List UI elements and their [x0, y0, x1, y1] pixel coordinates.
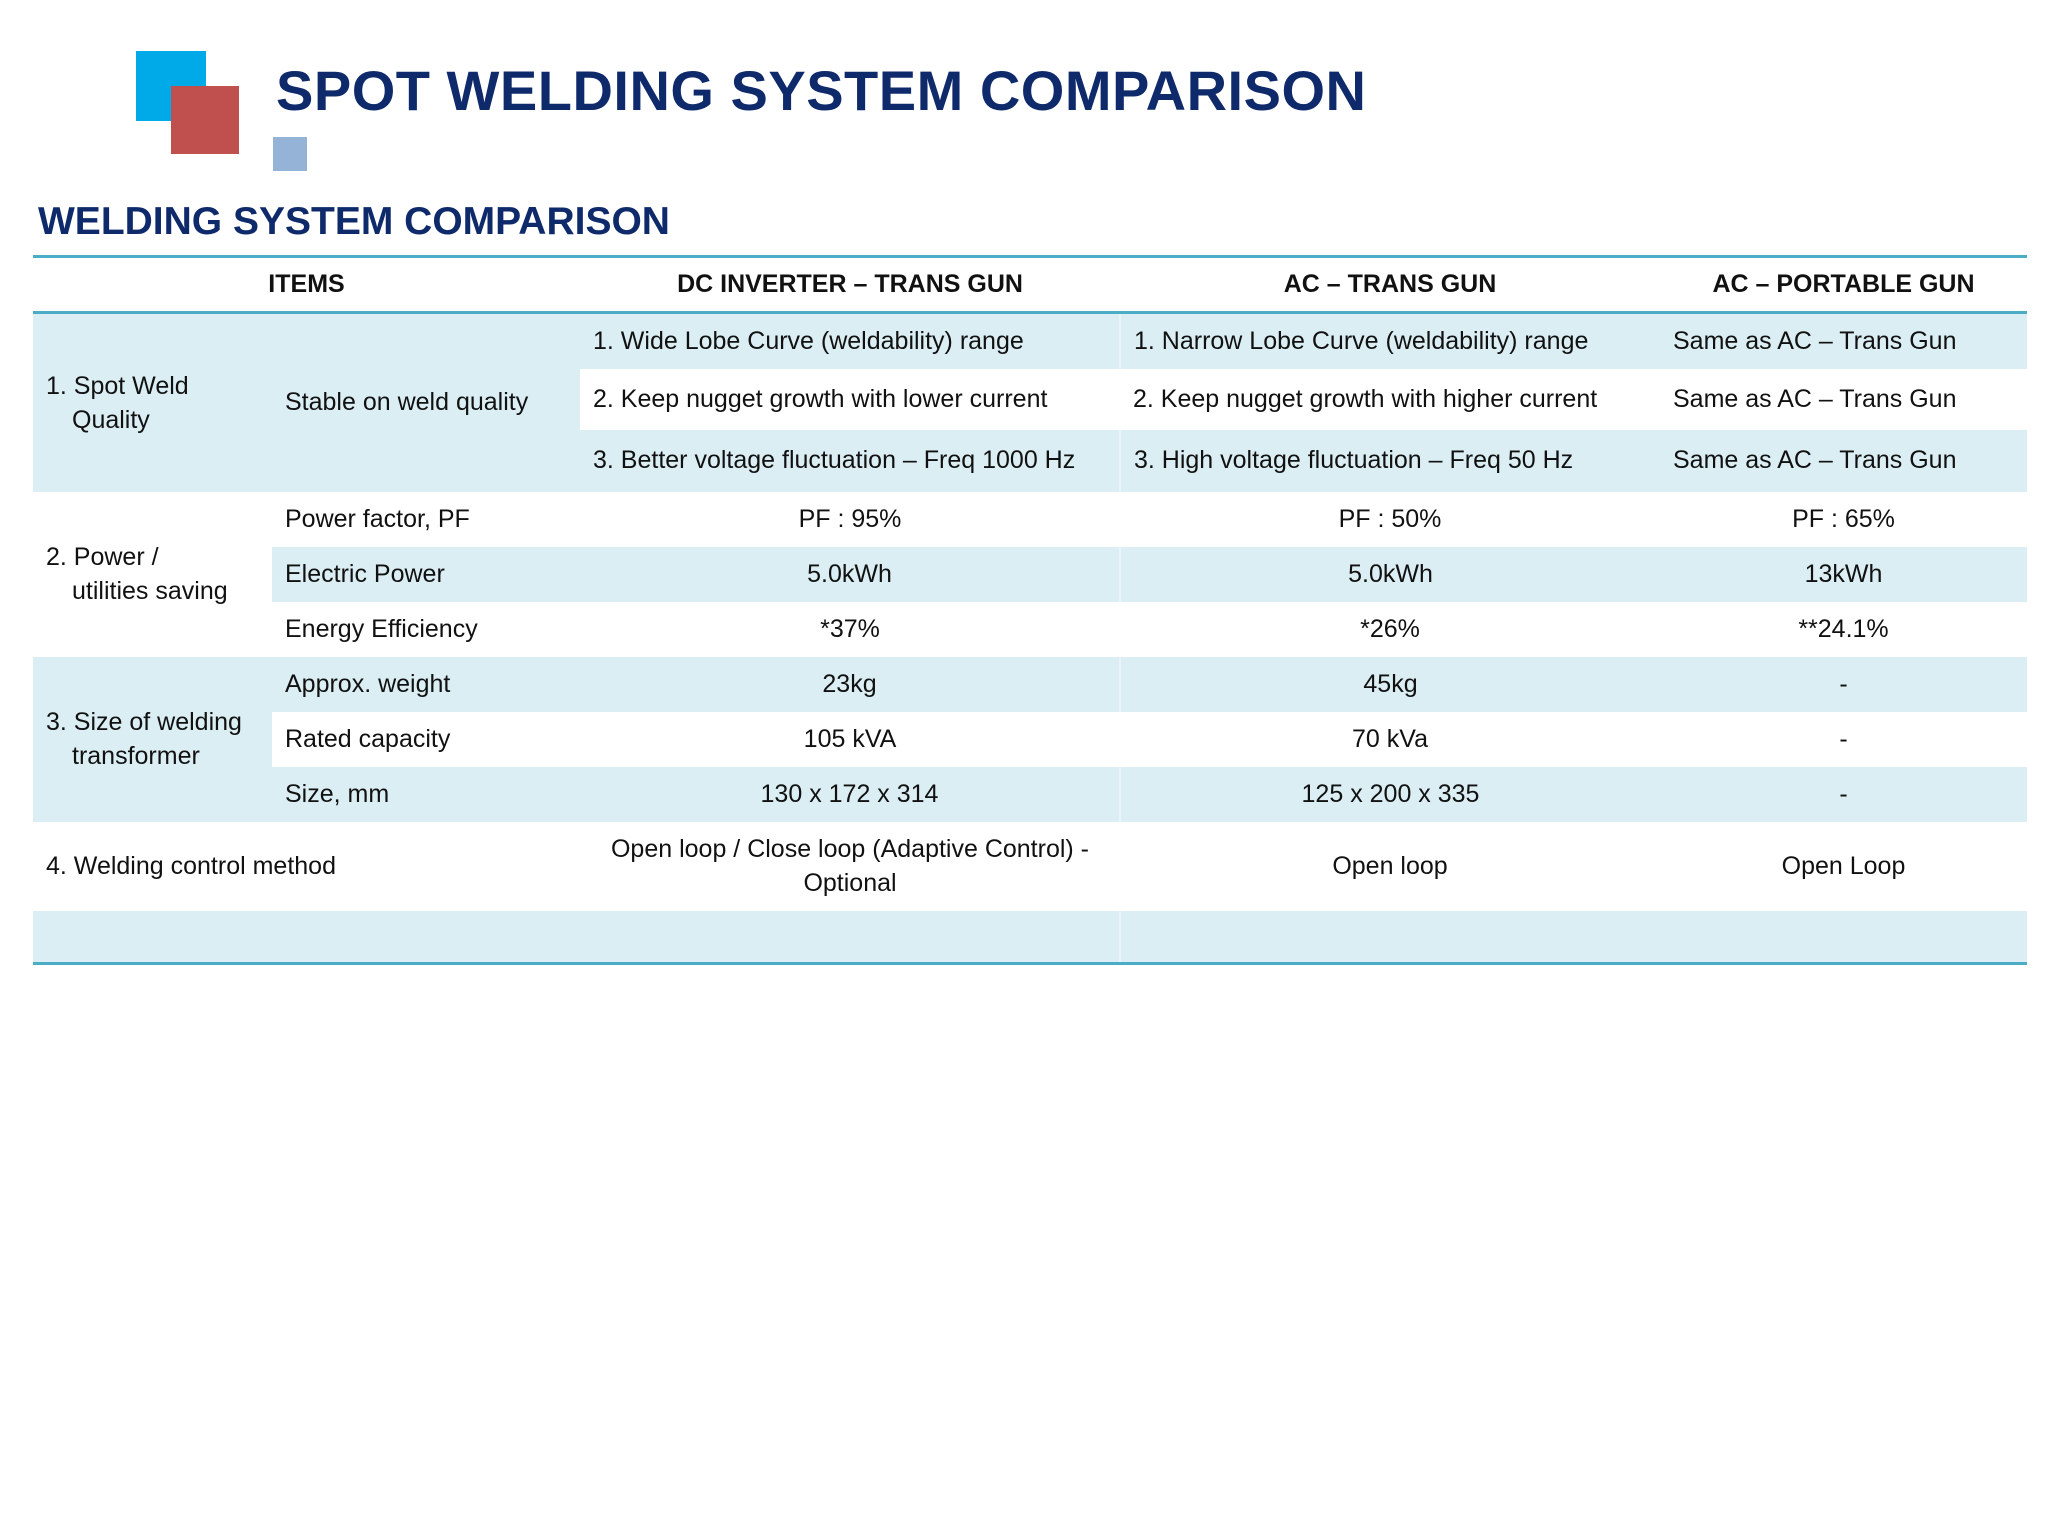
- cell-dc: 1. Wide Lobe Curve (weldability) range: [580, 313, 1120, 369]
- cell-dc: 3. Better voltage fluctuation – Freq 1000 Hz: [580, 430, 1120, 492]
- cell-portable: PF : 65%: [1660, 492, 2027, 547]
- group-label-power-saving: 2. Power / utilities saving: [33, 492, 272, 657]
- cell-portable: -: [1660, 767, 2027, 822]
- sub-label: Electric Power: [272, 547, 580, 602]
- table-header-row: [33, 257, 2027, 313]
- sub-label: Power factor, PF: [272, 492, 580, 547]
- group-label-transformer-size: 3. Size of welding transformer: [33, 657, 272, 822]
- table-row: [33, 822, 2027, 911]
- sub-label: Approx. weight: [272, 657, 580, 712]
- header-items: ITEMS: [33, 257, 580, 313]
- cell-ac: *26%: [1120, 602, 1660, 657]
- cell-ac: 45kg: [1120, 657, 1660, 712]
- cell-dc: Open loop / Close loop (Adaptive Control) - Optional: [580, 822, 1120, 911]
- group-label-spot-weld-quality: 1. Spot Weld Quality: [33, 313, 272, 492]
- cell-portable: -: [1660, 657, 2027, 712]
- cell-dc: PF : 95%: [580, 492, 1120, 547]
- page-title: SPOT WELDING SYSTEM COMPARISON: [276, 59, 1367, 122]
- cell-dc: 5.0kWh: [580, 547, 1120, 602]
- table-row: [33, 492, 2027, 547]
- cell-ac: 3. High voltage fluctuation – Freq 50 Hz: [1120, 430, 1660, 492]
- cell-portable: Same as AC – Trans Gun: [1660, 313, 2027, 369]
- section-title: WELDING SYSTEM COMPARISON: [38, 200, 670, 243]
- cell-ac: Open loop: [1120, 822, 1660, 911]
- sub-label: Energy Efficiency: [272, 602, 580, 657]
- table-row: [33, 602, 2027, 657]
- cell-ac: 125 x 200 x 335: [1120, 767, 1660, 822]
- cell-ac: PF : 50%: [1120, 492, 1660, 547]
- table-row: [33, 547, 2027, 602]
- control-method-label: 4. Welding control method: [33, 822, 580, 911]
- cell-ac: 5.0kWh: [1120, 547, 1660, 602]
- cell-portable: Same as AC – Trans Gun: [1660, 369, 2027, 430]
- table-row: [33, 657, 2027, 712]
- cell-ac: 2. Keep nugget growth with higher current: [1120, 369, 1660, 430]
- cell-dc: *37%: [580, 602, 1120, 657]
- sub-label: Rated capacity: [272, 712, 580, 767]
- sub-label: Size, mm: [272, 767, 580, 822]
- table-row: [33, 767, 2027, 822]
- comparison-table: [33, 255, 2027, 965]
- logo-light-square: [273, 137, 307, 171]
- logo-red-square: [171, 86, 239, 154]
- cell-portable: **24.1%: [1660, 602, 2027, 657]
- cell-dc: 105 kVA: [580, 712, 1120, 767]
- cell-dc: 130 x 172 x 314: [580, 767, 1120, 822]
- empty-row: [33, 911, 2027, 964]
- cell-portable: Open Loop: [1660, 822, 2027, 911]
- header-ac-trans-gun: AC – TRANS GUN: [1120, 257, 1660, 313]
- header-dc-inverter: DC INVERTER – TRANS GUN: [580, 257, 1120, 313]
- cell-ac: 1. Narrow Lobe Curve (weldability) range: [1120, 313, 1660, 369]
- header-ac-portable-gun: AC – PORTABLE GUN: [1660, 257, 2027, 313]
- cell-ac: 70 kVa: [1120, 712, 1660, 767]
- cell-portable: Same as AC – Trans Gun: [1660, 430, 2027, 492]
- cell-dc: 2. Keep nugget growth with lower current: [580, 369, 1120, 430]
- cell-dc: 23kg: [580, 657, 1120, 712]
- sub-label: Stable on weld quality: [272, 313, 580, 492]
- table-row: [33, 712, 2027, 767]
- cell-portable: 13kWh: [1660, 547, 2027, 602]
- table-row: [33, 313, 2027, 369]
- cell-portable: -: [1660, 712, 2027, 767]
